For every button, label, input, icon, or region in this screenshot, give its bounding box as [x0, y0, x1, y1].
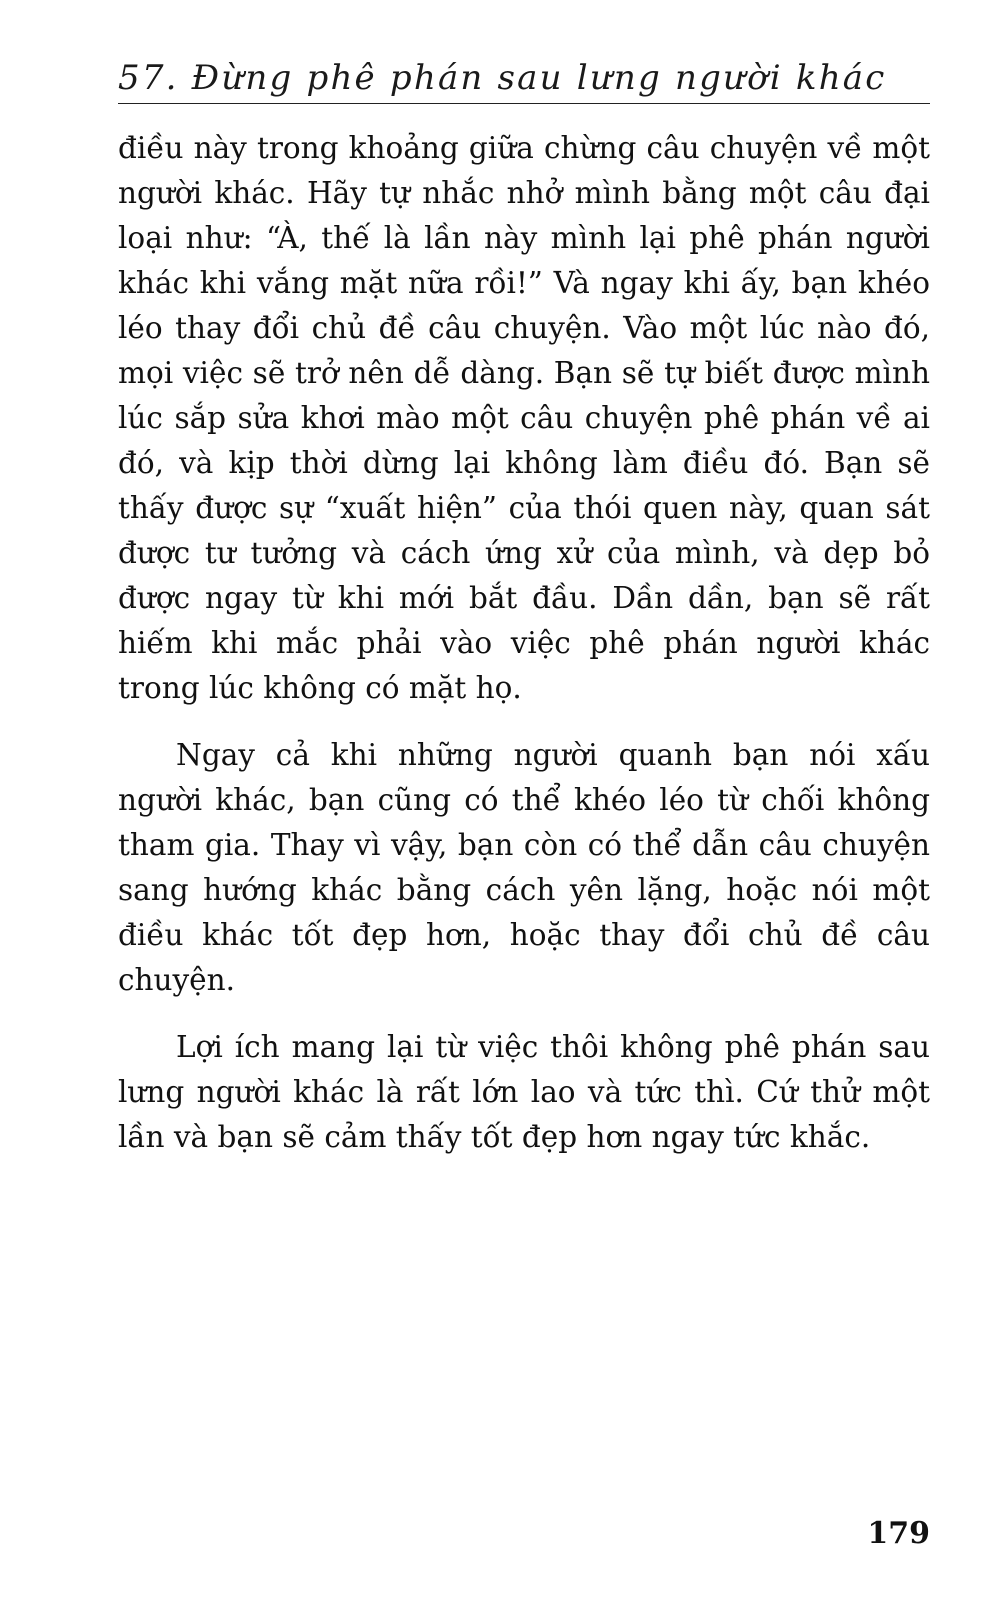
paragraph: Lợi ích mang lại từ việc thôi không phê phán sau lưng người khác là rất lớn lao và tức thì. Cứ thử một lần và bạn sẽ cảm thấy tốt đẹp hơn ngay tức khắc.: [118, 1030, 930, 1154]
page-number: 179: [867, 1516, 930, 1551]
paragraph: Ngay cả khi những người quanh bạn nói xấu người khác, bạn cũng có thể khéo léo từ chối không tham gia. Thay vì vậy, bạn còn có thể dẫn câu chuyện sang hướng khác bằng cách yên lặng, hoặc nói một điều khác tốt đẹp hơn, hoặc thay đổi chủ đề câu chuyện.: [118, 738, 930, 997]
paragraph-continued: điều này trong khoảng giữa chừng câu chuyện về một người khác. Hãy tự nhắc nhở mình bằng một câu đại loại như: “À, thế là lần này mình lại phê phán người khác khi vắng mặt nữa rồi!” Và ngay khi ấy, bạn khéo léo thay đổi chủ đề câu chuyện. Vào một lúc nào đó, mọi việc sẽ trở nên dễ dàng. Bạn sẽ tự biết được mình lúc sắp sửa khơi mào một câu chuyện phê phán về ai đó, và kịp thời dừng lại không làm điều đó. Bạn sẽ thấy được sự “xuất hiện” của thói quen này, quan sát được tư tưởng và cách ứng xử của mình, và dẹp bỏ được ngay từ khi mới bắt đầu. Dần dần, bạn sẽ rất hiếm khi mắc phải vào việc phê phán người khác trong lúc không có mặt họ.: [118, 131, 930, 705]
chapter-title: 57. Đừng phê phán sau lưng người khác: [118, 58, 887, 98]
body-text: [118, 126, 930, 1182]
running-header: [118, 56, 930, 104]
